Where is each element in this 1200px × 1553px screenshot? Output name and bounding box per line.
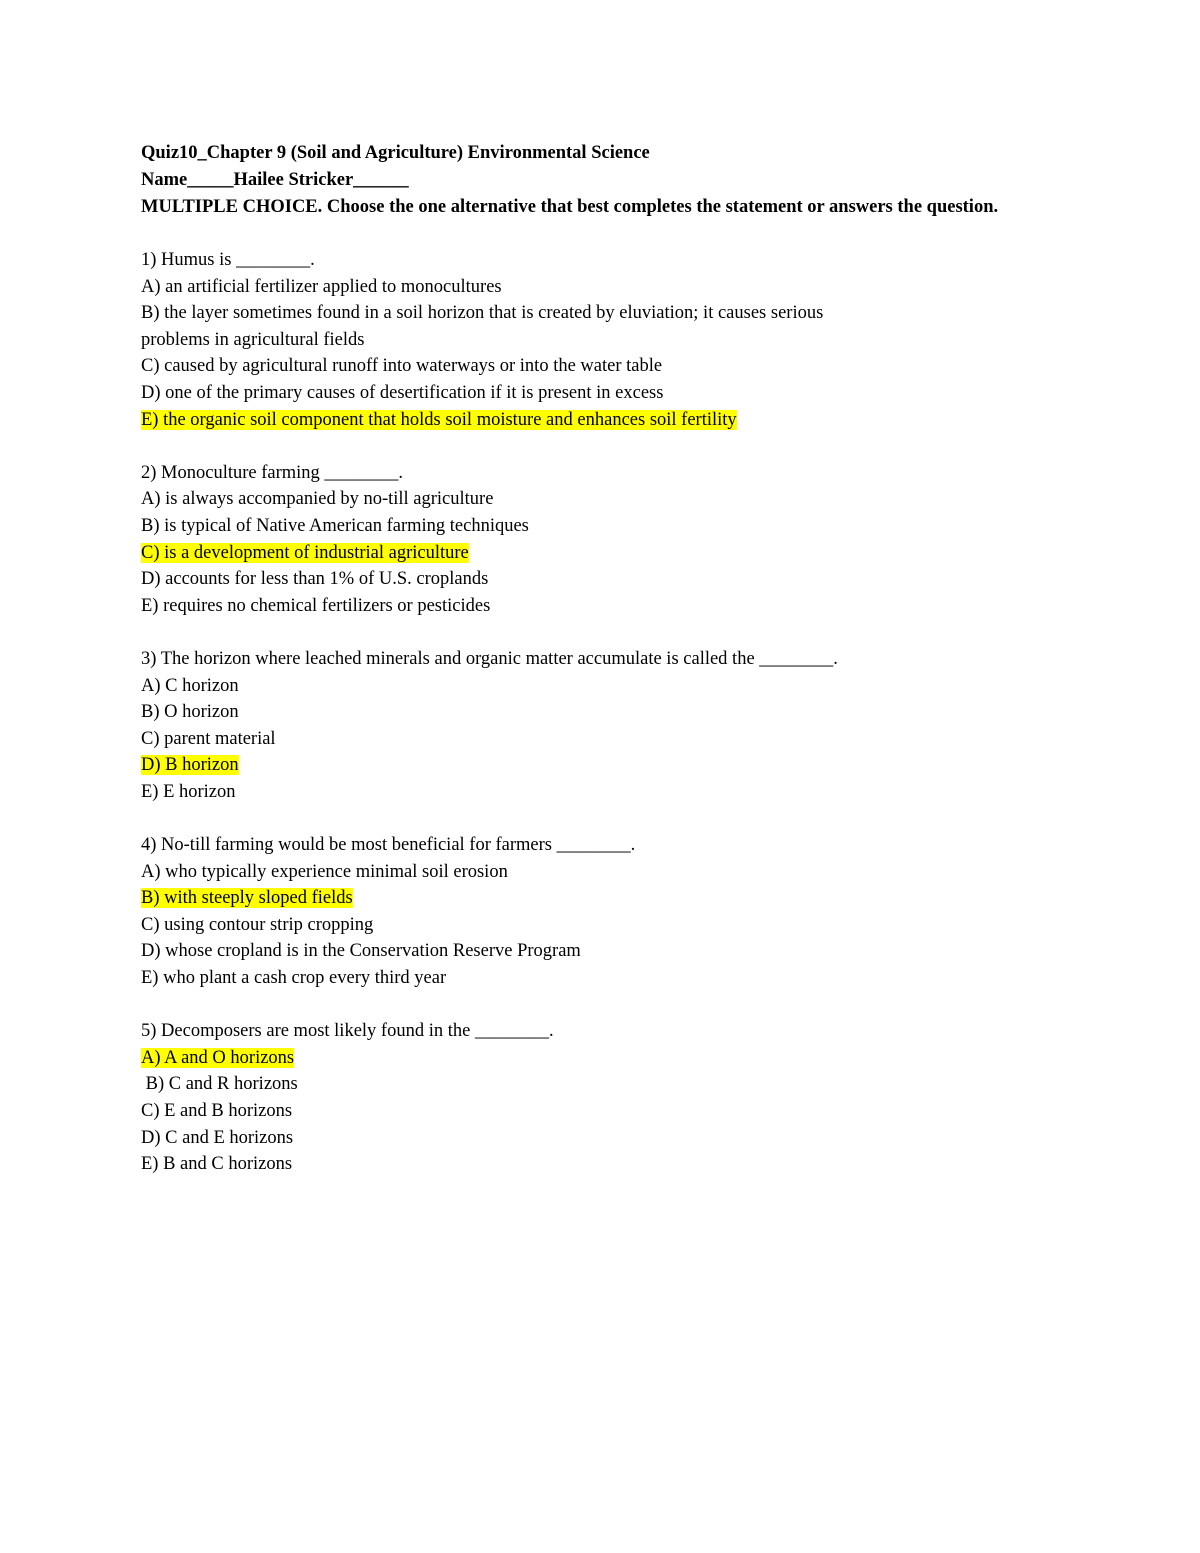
answer-option: C) caused by agricultural runoff into waterways or into the water table <box>141 356 663 377</box>
answer-option: B) C and R horizons <box>141 1074 298 1095</box>
answer-option: B) is typical of Native American farming techniques <box>141 515 529 536</box>
answer-option: B) O horizon <box>141 702 239 723</box>
question-stem: 2) Monoculture farming ________. <box>141 462 404 483</box>
selected-answer: C) is a development of industrial agriculture <box>141 542 469 563</box>
answer-option: D) accounts for less than 1% of U.S. croplands <box>141 569 489 590</box>
answer-option: D) C and E horizons <box>141 1127 294 1148</box>
answer-option: C) using contour strip cropping <box>141 914 374 935</box>
answer-option: D) whose cropland is in the Conservation Reserve Program <box>141 941 581 962</box>
student-name-line: Name_____Hailee Stricker______ <box>141 170 409 190</box>
quiz-title: Quiz10_Chapter 9 (Soil and Agriculture) Environmental Science <box>141 143 650 163</box>
answer-option-continuation: problems in agricultural fields <box>141 329 365 350</box>
question-stem: 3) The horizon where leached minerals and organic matter accumulate is called the ________. <box>141 648 838 669</box>
question-stem: 5) Decomposers are most likely found in the ________. <box>141 1021 554 1042</box>
answer-option: C) parent material <box>141 728 276 749</box>
answer-option: A) is always accompanied by no-till agriculture <box>141 489 494 510</box>
answer-option: B) the layer sometimes found in a soil horizon that is created by eluviation; it causes serious <box>141 303 824 324</box>
answer-option: E) B and C horizons <box>141 1154 293 1175</box>
question-4 <box>141 832 1101 992</box>
spacer <box>141 221 1101 247</box>
instructions: MULTIPLE CHOICE. Choose the one alternative that best completes the statement or answers the question. <box>141 197 999 217</box>
quiz-document <box>141 140 1101 1204</box>
question-5 <box>141 1018 1101 1178</box>
selected-answer: A) A and O horizons <box>141 1047 295 1068</box>
question-3 <box>141 646 1101 806</box>
answer-option: E) E horizon <box>141 781 236 802</box>
question-2 <box>141 460 1101 620</box>
answer-option: A) an artificial fertilizer applied to monocultures <box>141 276 502 297</box>
question-stem: 4) No-till farming would be most beneficial for farmers ________. <box>141 835 636 856</box>
question-1 <box>141 247 1101 433</box>
selected-answer: E) the organic soil component that holds soil moisture and enhances soil fertility <box>141 409 737 430</box>
selected-answer: B) with steeply sloped fields <box>141 888 353 909</box>
answer-option: A) who typically experience minimal soil erosion <box>141 861 508 882</box>
answer-option: D) one of the primary causes of desertification if it is present in excess <box>141 382 664 403</box>
answer-option: E) who plant a cash crop every third year <box>141 968 447 989</box>
selected-answer: D) B horizon <box>141 755 239 776</box>
answer-option: A) C horizon <box>141 675 239 696</box>
answer-option: E) requires no chemical fertilizers or pesticides <box>141 595 491 616</box>
answer-option: C) E and B horizons <box>141 1101 293 1121</box>
question-stem: 1) Humus is ________. <box>141 250 315 270</box>
